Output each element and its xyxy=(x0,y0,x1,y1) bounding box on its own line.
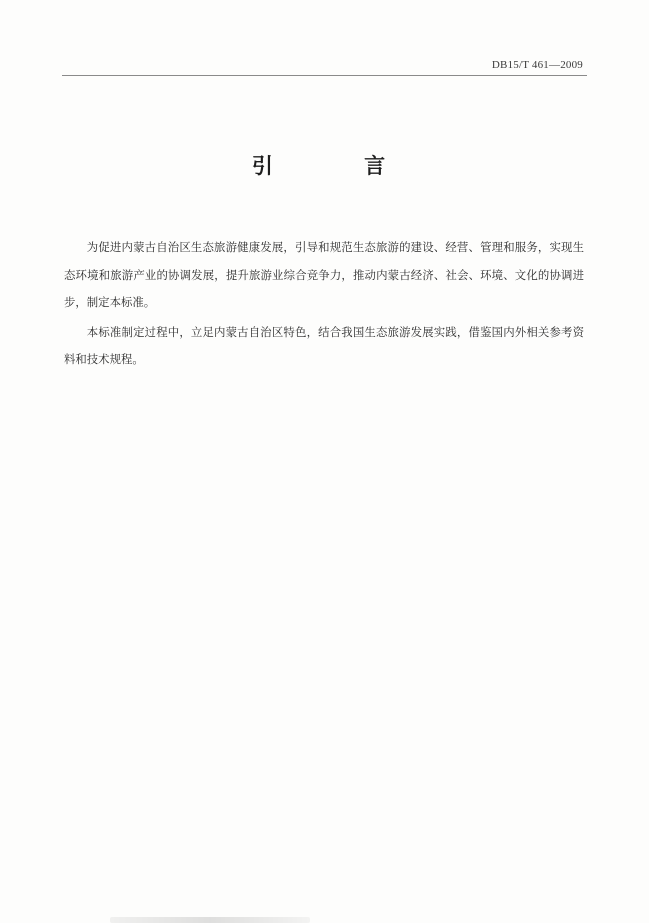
paragraph-2: 本标准制定过程中，立足内蒙古自治区特色，结合我国生态旅游发展实践，借鉴国内外相关参考资料和技术规程。 xyxy=(64,324,584,366)
standard-code: DB15/T 461—2009 xyxy=(491,59,583,71)
scan-artifact xyxy=(110,917,310,923)
body-text xyxy=(64,234,584,376)
header-rule xyxy=(62,75,587,76)
section-title: 引 言 xyxy=(251,154,428,178)
paragraph-1: 为促进内蒙古自治区生态旅游健康发展，引导和规范生态旅游的建设、经营、管理和服务，实现生态环境和旅游产业的协调发展，提升旅游业综合竞争力，推动内蒙古经济、社会、环境、文化的协调进步，制定本标准。 xyxy=(64,240,584,309)
